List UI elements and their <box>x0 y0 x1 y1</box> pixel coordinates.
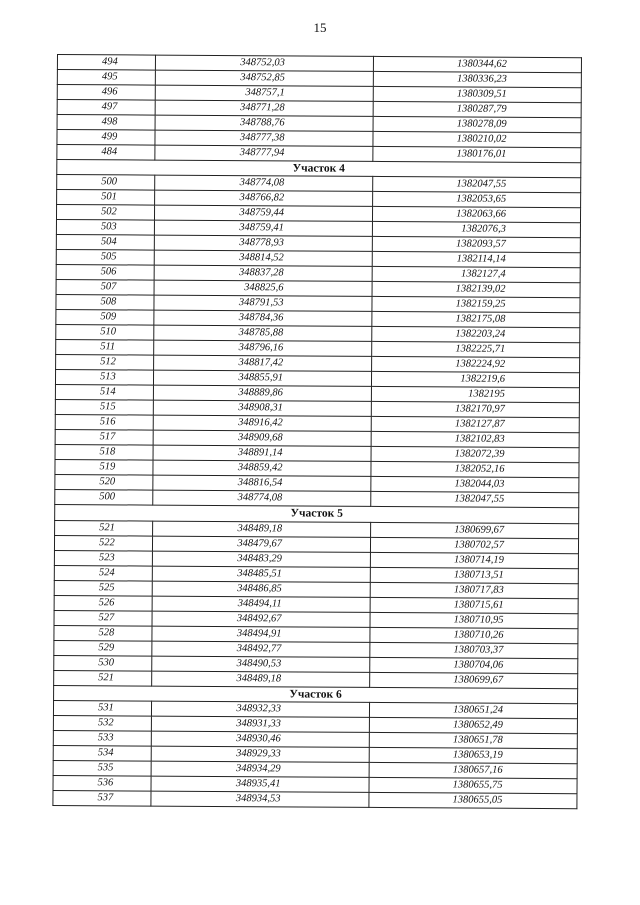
point-number-cell: 500 <box>57 175 155 191</box>
x-coordinate-cell: 348485,51 <box>152 566 370 582</box>
point-number-cell: 512 <box>56 355 154 371</box>
x-coordinate-cell: 348759,41 <box>154 220 372 236</box>
x-coordinate-cell: 348489,18 <box>153 521 371 537</box>
y-coordinate-cell: 1380715,61 <box>370 597 578 613</box>
y-coordinate-cell: 1382139,02 <box>372 282 580 298</box>
x-coordinate-cell: 348492,77 <box>152 641 370 657</box>
y-coordinate-cell: 1382225,71 <box>372 342 580 358</box>
y-coordinate-cell: 1382195 <box>371 387 579 403</box>
y-coordinate-cell: 1382063,66 <box>372 207 580 223</box>
x-coordinate-cell: 348784,36 <box>154 310 372 326</box>
point-number-cell: 495 <box>57 70 155 86</box>
x-coordinate-cell: 348816,54 <box>153 475 371 491</box>
point-number-cell: 536 <box>53 775 151 791</box>
point-number-cell: 531 <box>53 700 151 716</box>
y-coordinate-cell: 1382219,6 <box>371 372 579 388</box>
x-coordinate-cell: 348777,38 <box>155 130 373 146</box>
point-number-cell: 507 <box>56 280 154 296</box>
x-coordinate-cell: 348791,53 <box>154 295 372 311</box>
y-coordinate-cell: 1380710,95 <box>370 612 578 628</box>
x-coordinate-cell: 348934,29 <box>151 761 369 777</box>
point-number-cell: 529 <box>54 640 152 656</box>
y-coordinate-cell: 1380714,19 <box>370 552 578 568</box>
y-coordinate-cell: 1382114,14 <box>372 252 580 268</box>
y-coordinate-cell: 1382044,03 <box>371 477 579 493</box>
y-coordinate-cell: 1380717,83 <box>370 582 578 598</box>
x-coordinate-cell: 348817,42 <box>154 355 372 371</box>
y-coordinate-cell: 1382203,24 <box>372 327 580 343</box>
point-number-cell: 496 <box>57 85 155 101</box>
x-coordinate-cell: 348490,53 <box>152 656 370 672</box>
point-number-cell: 517 <box>55 430 153 446</box>
point-number-cell: 516 <box>55 415 153 431</box>
point-number-cell: 533 <box>53 730 151 746</box>
y-coordinate-cell: 1382047,55 <box>371 492 579 508</box>
point-number-cell: 504 <box>56 235 154 251</box>
point-number-cell: 508 <box>56 295 154 311</box>
point-number-cell: 484 <box>57 145 155 161</box>
point-number-cell: 527 <box>54 610 152 626</box>
point-number-cell: 522 <box>54 535 152 551</box>
y-coordinate-cell: 1380336,23 <box>373 71 581 87</box>
y-coordinate-cell: 1380703,37 <box>370 642 578 658</box>
point-number-cell: 505 <box>56 250 154 266</box>
point-number-cell: 499 <box>57 130 155 146</box>
y-coordinate-cell: 1380287,79 <box>373 101 581 117</box>
y-coordinate-cell: 1380699,67 <box>370 672 578 688</box>
x-coordinate-cell: 348931,33 <box>151 716 369 732</box>
x-coordinate-cell: 348932,33 <box>151 701 369 717</box>
point-number-cell: 514 <box>55 385 153 401</box>
y-coordinate-cell: 1382224,92 <box>372 357 580 373</box>
point-number-cell: 518 <box>55 445 153 461</box>
y-coordinate-cell: 1382127,87 <box>371 417 579 433</box>
x-coordinate-cell: 348494,11 <box>152 596 370 612</box>
y-coordinate-cell: 1380704,06 <box>370 657 578 673</box>
y-coordinate-cell: 1382102,83 <box>371 432 579 448</box>
point-number-cell: 519 <box>55 460 153 476</box>
point-number-cell: 520 <box>55 475 153 491</box>
point-number-cell: 506 <box>56 265 154 281</box>
point-number-cell: 524 <box>54 565 152 581</box>
point-number-cell: 521 <box>55 520 153 536</box>
y-coordinate-cell: 1382093,57 <box>372 237 580 253</box>
point-number-cell: 534 <box>53 745 151 761</box>
point-number-cell: 513 <box>55 370 153 386</box>
section-title: Участок 4 <box>57 160 581 178</box>
y-coordinate-cell: 1380655,05 <box>369 792 577 808</box>
x-coordinate-cell: 348479,67 <box>152 536 370 552</box>
point-number-cell: 532 <box>53 715 151 731</box>
y-coordinate-cell: 1382159,25 <box>372 297 580 313</box>
y-coordinate-cell: 1380309,51 <box>373 86 581 102</box>
x-coordinate-cell: 348909,68 <box>153 430 371 446</box>
x-coordinate-cell: 348752,85 <box>155 70 373 86</box>
point-number-cell: 521 <box>54 670 152 686</box>
x-coordinate-cell: 348837,28 <box>154 265 372 281</box>
x-coordinate-cell: 348929,33 <box>151 746 369 762</box>
point-number-cell: 497 <box>57 100 155 116</box>
table-row <box>53 790 577 808</box>
point-number-cell: 525 <box>54 580 152 596</box>
y-coordinate-cell: 1380651,78 <box>369 732 577 748</box>
x-coordinate-cell: 348492,67 <box>152 611 370 627</box>
x-coordinate-cell: 348752,03 <box>155 55 373 71</box>
y-coordinate-cell: 1380652,49 <box>369 717 577 733</box>
y-coordinate-cell: 1380176,01 <box>373 146 581 162</box>
point-number-cell: 502 <box>56 205 154 221</box>
x-coordinate-cell: 348825,6 <box>154 280 372 296</box>
x-coordinate-cell: 348934,53 <box>151 791 369 807</box>
x-coordinate-cell: 348814,52 <box>154 250 372 266</box>
point-number-cell: 498 <box>57 115 155 131</box>
y-coordinate-cell: 1382076,3 <box>372 222 580 238</box>
y-coordinate-cell: 1380278,09 <box>373 116 581 132</box>
point-number-cell: 526 <box>54 595 152 611</box>
y-coordinate-cell: 1380702,57 <box>370 537 578 553</box>
point-number-cell: 535 <box>53 760 151 776</box>
x-coordinate-cell: 348489,18 <box>152 671 370 687</box>
x-coordinate-cell: 348774,08 <box>153 490 371 506</box>
point-number-cell: 500 <box>55 490 153 506</box>
y-coordinate-cell: 1380699,67 <box>371 522 579 538</box>
y-coordinate-cell: 1380710,26 <box>370 627 578 643</box>
point-number-cell: 511 <box>56 340 154 356</box>
y-coordinate-cell: 1382047,55 <box>373 177 581 193</box>
point-number-cell: 537 <box>53 790 151 806</box>
x-coordinate-cell: 348774,08 <box>155 175 373 191</box>
y-coordinate-cell: 1380651,24 <box>369 702 577 718</box>
y-coordinate-cell: 1380653,19 <box>369 747 577 763</box>
x-coordinate-cell: 348891,14 <box>153 445 371 461</box>
page-number: 15 <box>313 20 327 35</box>
x-coordinate-cell: 348908,31 <box>153 400 371 416</box>
y-coordinate-cell: 1382053,65 <box>373 192 581 208</box>
point-number-cell: 509 <box>56 310 154 326</box>
y-coordinate-cell: 1382175,08 <box>372 312 580 328</box>
y-coordinate-cell: 1382072,39 <box>371 447 579 463</box>
x-coordinate-cell: 348935,41 <box>151 776 369 792</box>
y-coordinate-cell: 1380210,02 <box>373 131 581 147</box>
x-coordinate-cell: 348483,29 <box>152 551 370 567</box>
point-number-cell: 510 <box>56 325 154 341</box>
x-coordinate-cell: 348494,91 <box>152 626 370 642</box>
point-number-cell: 523 <box>54 550 152 566</box>
point-number-cell: 494 <box>57 55 155 71</box>
x-coordinate-cell: 348777,94 <box>155 145 373 161</box>
section-title: Участок 5 <box>55 505 579 523</box>
x-coordinate-cell: 348778,93 <box>154 235 372 251</box>
point-number-cell: 530 <box>54 655 152 671</box>
x-coordinate-cell: 348889,86 <box>153 385 371 401</box>
point-number-cell: 501 <box>57 190 155 206</box>
x-coordinate-cell: 348788,76 <box>155 115 373 131</box>
coordinates-table <box>52 54 582 809</box>
y-coordinate-cell: 1380657,16 <box>369 762 577 778</box>
y-coordinate-cell: 1380344,62 <box>373 56 581 72</box>
x-coordinate-cell: 348766,82 <box>155 190 373 206</box>
x-coordinate-cell: 348796,16 <box>154 340 372 356</box>
x-coordinate-cell: 348855,91 <box>153 370 371 386</box>
x-coordinate-cell: 348930,46 <box>151 731 369 747</box>
x-coordinate-cell: 348757,1 <box>155 85 373 101</box>
y-coordinate-cell: 1382170,97 <box>371 402 579 418</box>
coordinates-table-body <box>53 55 582 809</box>
x-coordinate-cell: 348759,44 <box>154 205 372 221</box>
y-coordinate-cell: 1382127,4 <box>372 267 580 283</box>
x-coordinate-cell: 348486,85 <box>152 581 370 597</box>
point-number-cell: 528 <box>54 625 152 641</box>
y-coordinate-cell: 1380713,51 <box>370 567 578 583</box>
x-coordinate-cell: 348859,42 <box>153 460 371 476</box>
x-coordinate-cell: 348916,42 <box>153 415 371 431</box>
section-title: Участок 6 <box>54 685 578 703</box>
x-coordinate-cell: 348785,88 <box>154 325 372 341</box>
point-number-cell: 503 <box>56 220 154 236</box>
y-coordinate-cell: 1380655,75 <box>369 777 577 793</box>
point-number-cell: 515 <box>55 400 153 416</box>
y-coordinate-cell: 1382052,16 <box>371 462 579 478</box>
x-coordinate-cell: 348771,28 <box>155 100 373 116</box>
